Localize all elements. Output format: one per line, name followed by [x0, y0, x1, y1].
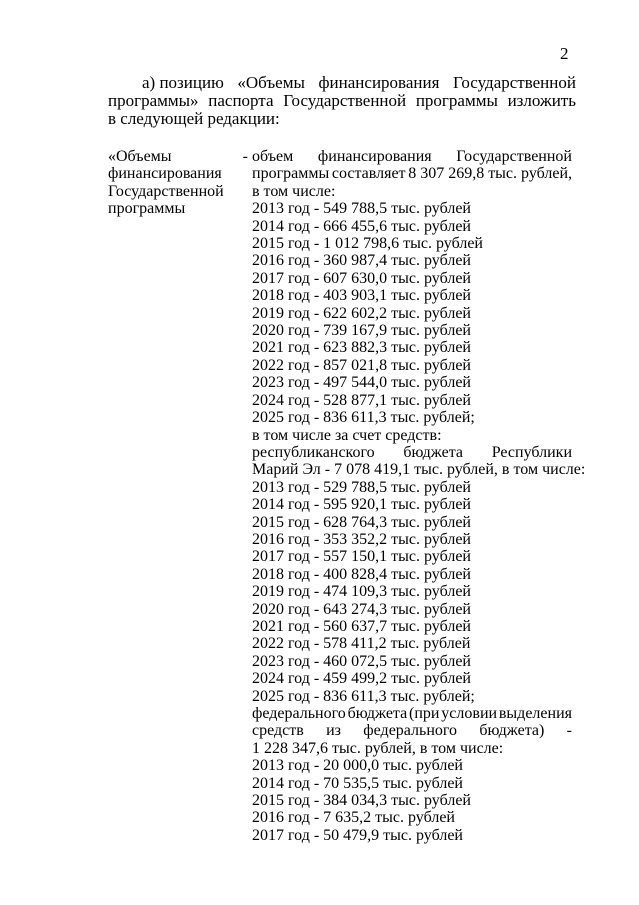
position-label-text: программы	[108, 200, 186, 218]
text-word: составляет	[331, 165, 406, 183]
year-line: 2025 год - 836 611,3 тыс. рублей;	[252, 409, 475, 427]
position-label-line	[108, 200, 248, 217]
text-word: в том числе:	[252, 182, 336, 200]
year-line: 2021 год - 623 882,3 тыс. рублей	[252, 339, 471, 357]
year-line: 2018 год - 403 903,1 тыс. рублей	[252, 287, 471, 305]
text-word: бюджета	[347, 705, 408, 722]
text-word: бюджета	[403, 443, 464, 461]
year-line: 2014 год - 70 535,5 тыс. рублей	[252, 774, 463, 792]
financing-head-line	[252, 148, 572, 165]
intro-word: в следующей редакции:	[108, 109, 280, 128]
intro-line-1	[108, 74, 576, 92]
year-line: 2017 год - 50 479,9 тыс. рублей	[252, 826, 463, 844]
federal-budget-line	[252, 722, 572, 739]
year-line: 2023 год - 460 072,5 тыс. рублей	[252, 652, 471, 670]
position-label-line	[108, 148, 248, 165]
intro-line-2	[108, 92, 576, 110]
year-line: 2013 год - 529 788,5 тыс. рублей	[252, 478, 471, 496]
year-line: 2021 год - 560 637,7 тыс. рублей	[252, 617, 471, 635]
intro-paragraph	[108, 74, 576, 128]
text-word: федерального	[252, 705, 346, 722]
position-label-text: «Объемы	[108, 148, 172, 165]
intro-word: паспорта	[208, 91, 274, 110]
intro-word: финансирования	[318, 73, 440, 92]
republic-budget-total: Марий Эл - 7 078 419,1 тыс. рублей, в том числе:	[252, 461, 586, 479]
intro-word: программы	[415, 91, 498, 110]
year-line: 2016 год - 353 352,2 тыс. рублей	[252, 530, 471, 548]
text-word: республиканского	[252, 443, 375, 461]
text-word: 8 307 269,8 тыс. рублей,	[408, 165, 572, 183]
text-word: условии	[441, 705, 498, 722]
text-word: средств	[252, 722, 304, 740]
financing-head-line	[252, 183, 572, 200]
year-line: 2015 год - 1 012 798,6 тыс. рублей	[252, 235, 483, 253]
intro-word: Государственной	[453, 73, 576, 92]
year-line: 2016 год - 7 635,2 тыс. рублей	[252, 809, 455, 827]
year-line: 2019 год - 474 109,3 тыс. рублей	[252, 583, 471, 601]
republic-years-list	[252, 479, 572, 705]
position-label-dash: -	[242, 148, 248, 165]
text-word: выделения	[498, 705, 572, 722]
total-years-list	[252, 200, 572, 426]
intro-word: «Объемы	[237, 73, 305, 92]
text-word: бюджета)	[479, 722, 545, 740]
intro-word: Государственной	[283, 91, 407, 110]
text-word: программы	[252, 165, 330, 183]
intro-word: а) позицию	[142, 73, 224, 92]
year-line: 2015 год - 628 764,3 тыс. рублей	[252, 513, 471, 531]
text-word: Государственной	[456, 148, 572, 165]
financing-head-line	[252, 165, 572, 182]
federal-budget-line	[252, 705, 572, 722]
position-label-line	[108, 183, 248, 200]
text-word: (при	[409, 705, 440, 722]
position-label	[108, 148, 248, 218]
year-line: 2015 год - 384 034,3 тыс. рублей	[252, 792, 471, 810]
text-word: из	[326, 722, 341, 740]
page-number: 2	[560, 44, 569, 63]
text-word: объем	[252, 148, 294, 165]
federal-years-list	[252, 757, 572, 844]
federal-budget-total: 1 228 347,6 тыс. рублей, в том числе:	[252, 739, 504, 757]
text-word: федерального	[363, 722, 458, 740]
sources-intro: в том числе за счет средств:	[252, 426, 442, 444]
text-word: финансирования	[317, 148, 432, 165]
position-label-text: финансирования	[108, 165, 222, 183]
position-label-line	[108, 165, 248, 182]
year-line: 2024 год - 459 499,2 тыс. рублей	[252, 670, 471, 688]
intro-word: изложить	[507, 91, 576, 110]
year-line: 2019 год - 622 602,2 тыс. рублей	[252, 304, 471, 322]
year-line: 2017 год - 557 150,1 тыс. рублей	[252, 548, 471, 566]
year-line: 2023 год - 497 544,0 тыс. рублей	[252, 374, 471, 392]
financing-text	[252, 148, 586, 844]
year-line: 2022 год - 857 021,8 тыс. рублей	[252, 356, 471, 374]
year-line: 2014 год - 666 455,6 тыс. рублей	[252, 217, 471, 235]
year-line: 2020 год - 643 274,3 тыс. рублей	[252, 600, 471, 618]
year-line: 2014 год - 595 920,1 тыс. рублей	[252, 496, 471, 514]
year-line: 2024 год - 528 877,1 тыс. рублей	[252, 391, 471, 409]
republic-budget-line	[252, 444, 572, 461]
intro-word: программы»	[108, 91, 199, 110]
year-line: 2017 год - 607 630,0 тыс. рублей	[252, 269, 471, 287]
year-line: 2022 год - 578 411,2 тыс. рублей	[252, 635, 471, 653]
year-line: 2018 год - 400 828,4 тыс. рублей	[252, 565, 471, 583]
text-word: Республики	[491, 443, 572, 461]
position-label-text: Государственной	[108, 182, 224, 200]
text-word: -	[566, 722, 572, 740]
year-line: 2013 год - 549 788,5 тыс. рублей	[252, 200, 471, 218]
year-line: 2013 год - 20 000,0 тыс. рублей	[252, 757, 463, 775]
year-line: 2016 год - 360 987,4 тыс. рублей	[252, 252, 471, 270]
year-line: 2020 год - 739 167,9 тыс. рублей	[252, 322, 471, 340]
intro-line-3	[108, 110, 576, 128]
year-line: 2025 год - 836 611,3 тыс. рублей;	[252, 687, 475, 705]
